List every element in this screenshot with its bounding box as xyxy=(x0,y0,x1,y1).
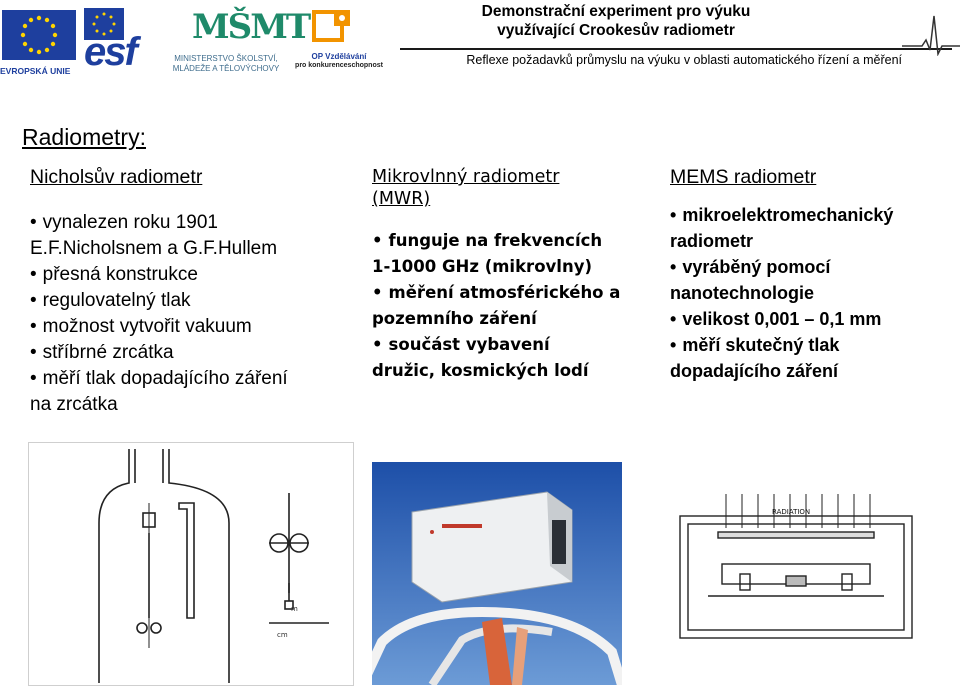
list-item: • součást vybavení xyxy=(372,332,662,358)
mems-diagram xyxy=(678,488,914,640)
heartbeat-icon xyxy=(902,10,960,56)
microwave-radiometer-icon xyxy=(372,462,622,685)
list-item: • velikost 0,001 – 0,1 mm xyxy=(670,306,960,332)
list-item: • přesná konstrukce xyxy=(30,262,370,288)
radiation-label: RADIATION xyxy=(772,508,811,516)
list-item: • vynalezen roku 1901 xyxy=(30,210,370,236)
mems-structure-icon xyxy=(678,488,914,640)
list-item: 1-1000 GHz (mikrovlny) xyxy=(372,257,592,276)
mwr-title-line1: Mikrovlnný radiometr xyxy=(372,167,560,187)
header-divider xyxy=(400,48,952,50)
svg-text:cm: cm xyxy=(277,631,288,639)
list-item: na zrcátka xyxy=(30,394,118,415)
list-item: • možnost vytvořit vakuum xyxy=(30,314,370,340)
mems-section xyxy=(670,166,960,384)
mwr-photo xyxy=(372,462,622,685)
nichols-diagram xyxy=(28,442,354,686)
list-item: E.F.Nicholsnem a G.F.Hullem xyxy=(30,238,278,259)
esf-logo xyxy=(82,6,154,72)
mems-title: MEMS radiometr xyxy=(670,166,817,188)
page-title: Radiometry: xyxy=(22,124,146,150)
esf-wordmark: esf xyxy=(84,30,136,74)
header-title-line1: Demonstrační experiment pro výuku xyxy=(481,3,751,20)
list-item: radiometr xyxy=(670,231,754,251)
list-item: • měření atmosférického a xyxy=(372,280,662,306)
msmt-line1: MINISTERSTVO ŠKOLSTVÍ, xyxy=(174,54,278,63)
mwr-section xyxy=(372,166,662,384)
list-item: • regulovatelný tlak xyxy=(30,288,370,314)
op-logo xyxy=(294,8,384,72)
nichols-section xyxy=(30,166,370,418)
list-item: • funguje na frekvencích xyxy=(372,228,662,254)
mems-list xyxy=(670,202,960,384)
list-item: družic, kosmických lodí xyxy=(372,361,589,380)
header-title xyxy=(426,2,806,40)
list-item: • vyráběný pomocí xyxy=(670,254,960,280)
op-title: OP Vzdělávání xyxy=(311,52,367,61)
list-item: • mikroelektromechanický xyxy=(670,202,960,228)
nichols-apparatus-icon xyxy=(29,443,353,685)
msmt-line2: MLÁDEŽE A TĚLOVÝCHOVY xyxy=(172,64,280,73)
list-item: • měří skutečný tlak xyxy=(670,332,960,358)
mwr-title-line2: (MWR) xyxy=(372,189,431,209)
svg-text:m: m xyxy=(291,605,298,613)
op-sub: pro konkurenceschopnost xyxy=(295,62,383,69)
list-item: • stříbrné zrcátka xyxy=(30,340,370,366)
nichols-title: Nicholsův radiometr xyxy=(30,166,203,188)
msmt-logo xyxy=(162,4,310,74)
eu-label: EVROPSKÁ UNIE xyxy=(0,66,71,76)
msmt-mark: MŠMT xyxy=(192,7,310,47)
nichols-list xyxy=(30,210,370,418)
list-item: pozemního záření xyxy=(372,309,537,328)
eu-flag-icon xyxy=(0,8,78,60)
list-item: nanotechnologie xyxy=(670,283,814,303)
list-item: dopadajícího záření xyxy=(670,361,839,381)
mwr-list xyxy=(372,228,662,384)
eu-logo xyxy=(0,8,78,76)
op-emblem-icon xyxy=(294,8,384,52)
header-subtitle: Reflexe požadavků průmyslu na výuku v oblasti automatického řízení a měření xyxy=(466,53,902,67)
list-item: • měří tlak dopadajícího záření xyxy=(30,366,370,392)
header-title-line2: využívající Crookesův radiometr xyxy=(497,22,735,39)
